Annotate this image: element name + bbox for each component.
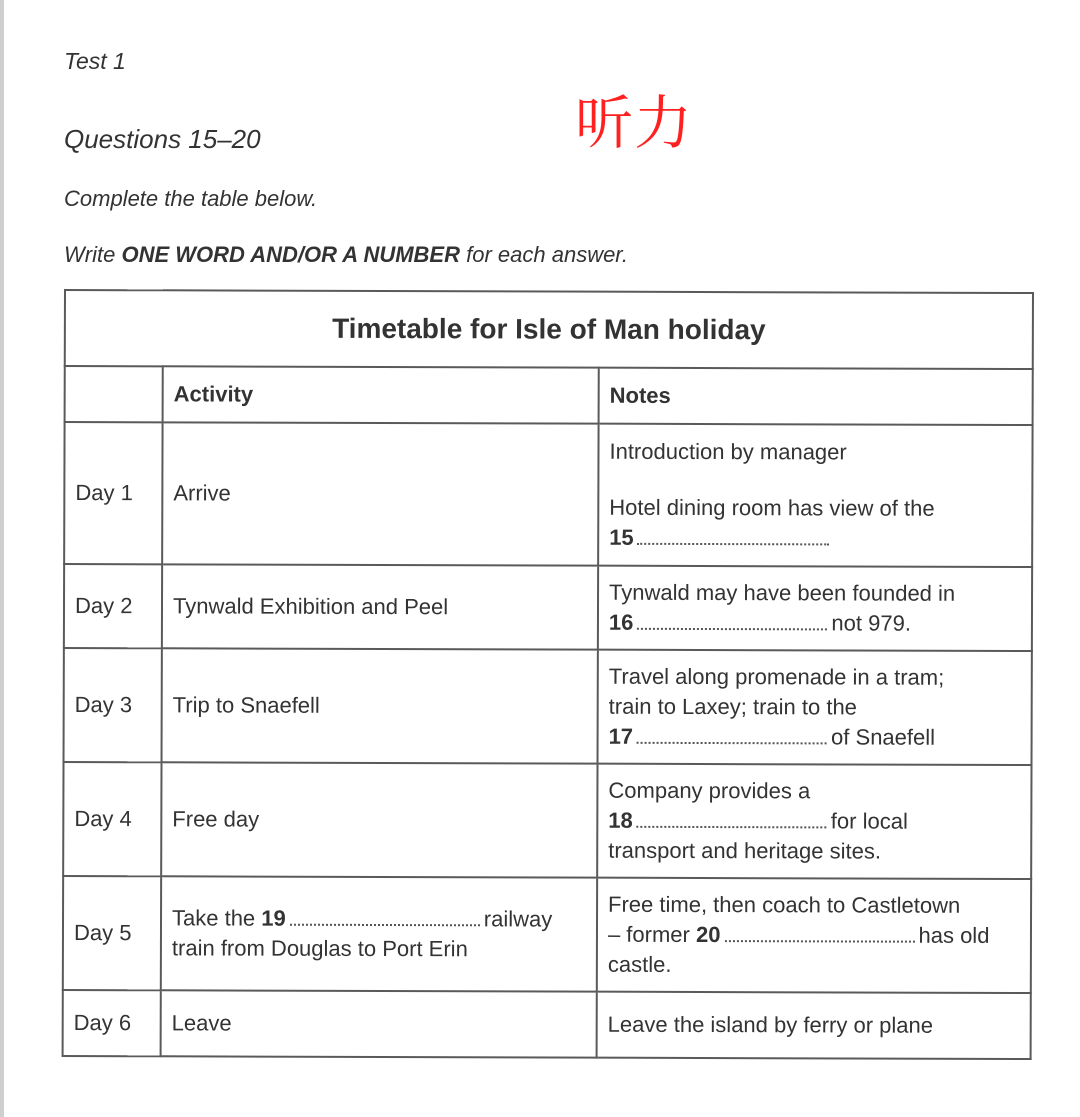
answer-blank-19[interactable] [290, 912, 480, 927]
day-cell: Day 6 [63, 990, 161, 1056]
day-cell: Day 1 [64, 422, 162, 564]
answer-blank-17[interactable] [637, 730, 827, 745]
activity-prefix: Take the [171, 905, 256, 931]
notes-cell [598, 566, 1032, 651]
column-header-day [65, 366, 163, 422]
notes-line: Free time, then coach to Castletown [608, 891, 961, 918]
table-row [64, 422, 1032, 567]
notes-cell: Leave the island by ferry or plane [597, 992, 1031, 1059]
question-number-20: 20 [695, 921, 721, 948]
question-number-16: 16 [608, 609, 634, 635]
notes-prefix: – former [607, 921, 690, 947]
notes-after: of Snaefell [831, 724, 936, 750]
notes-cell [598, 424, 1032, 567]
instruction-word-limit [64, 242, 628, 268]
day-cell: Day 3 [64, 648, 162, 762]
activity-cell: Tynwald Exhibition and Peel [162, 564, 598, 649]
table-title: Timetable for Isle of Man holiday [65, 290, 1033, 369]
activity-cell: Leave [161, 990, 597, 1057]
activity-cell [161, 876, 597, 991]
test-label: Test 1 [64, 48, 126, 74]
listening-label: 听力 [575, 89, 694, 157]
table-row [63, 990, 1031, 1059]
day-cell: Day 4 [63, 762, 161, 876]
table-row [64, 648, 1032, 765]
notes-line: Tynwald may have been founded in [609, 579, 956, 606]
question-number-18: 18 [608, 807, 633, 833]
notes-line: Hotel dining room has view of the [609, 494, 935, 521]
notes-cell [597, 764, 1031, 879]
timetable [62, 289, 1034, 1060]
activity-cell: Arrive [162, 422, 598, 565]
answer-blank-20[interactable] [724, 928, 914, 943]
notes-after: for local [830, 808, 908, 834]
notes-cell [597, 878, 1031, 993]
activity-line: train from Douglas to Port Erin [171, 935, 468, 962]
notes-line: train to Laxey; train to the [608, 693, 857, 720]
answer-blank-18[interactable] [637, 814, 827, 829]
column-header-notes: Notes [599, 368, 1033, 425]
activity-cell: Free day [161, 762, 597, 877]
day-cell: Day 5 [63, 876, 161, 990]
activity-cell: Trip to Snaefell [162, 648, 598, 763]
table-row [63, 876, 1031, 993]
notes-line: transport and heritage sites. [608, 837, 881, 864]
answer-blank-16[interactable] [637, 616, 827, 631]
instruction-prefix: Write [64, 242, 122, 267]
notes-line: Company provides a [608, 777, 811, 804]
notes-line: Travel along promenade in a tram; [608, 663, 945, 690]
notes-line: castle. [607, 951, 672, 977]
table-row [64, 564, 1032, 651]
column-header-activity: Activity [163, 366, 599, 423]
question-range: Questions 15–20 [64, 124, 261, 154]
page-left-edge [0, 0, 4, 1117]
instruction-suffix: for each answer. [460, 242, 628, 267]
activity-after: railway [483, 906, 553, 932]
notes-after: not 979. [831, 610, 911, 636]
notes-line: Introduction by manager [609, 438, 847, 465]
answer-blank-15[interactable] [638, 531, 830, 546]
question-number-17: 17 [608, 723, 634, 749]
notes-cell [598, 650, 1032, 765]
instruction-bold: ONE WORD AND/OR A NUMBER [121, 242, 460, 267]
table-row [63, 762, 1031, 879]
question-number-15: 15 [609, 524, 634, 550]
notes-after: has old [918, 922, 990, 948]
day-cell: Day 2 [64, 564, 162, 648]
instruction-complete-table: Complete the table below. [64, 186, 318, 211]
question-number-19: 19 [261, 905, 286, 931]
